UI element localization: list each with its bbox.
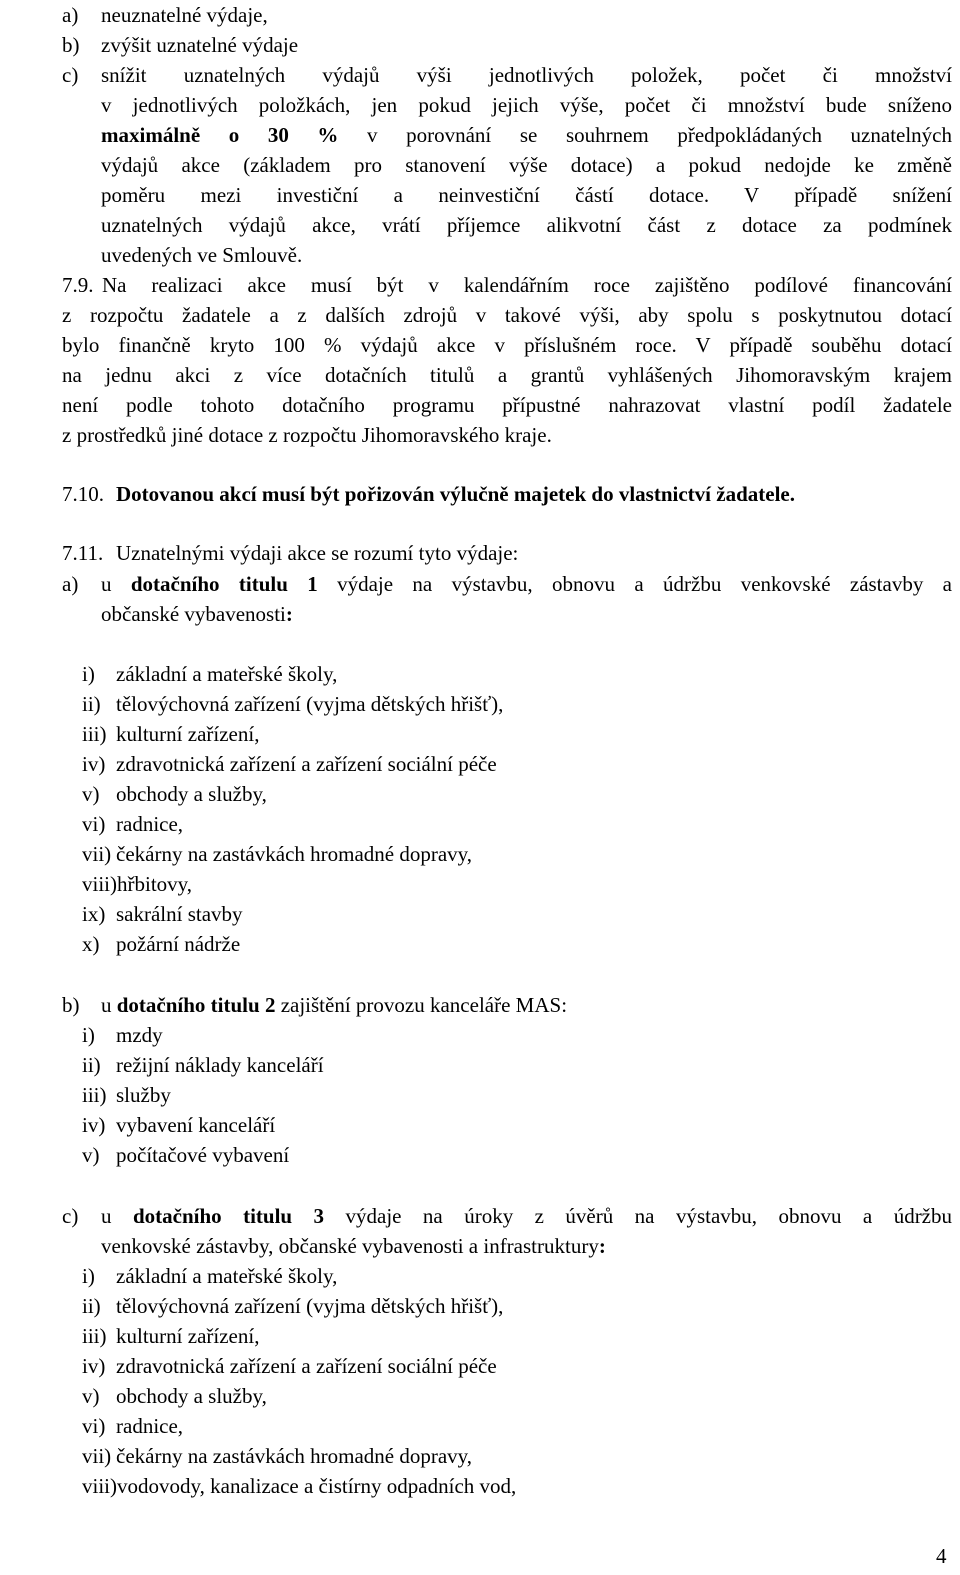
list-item-text: hřbitovy, [117,872,193,896]
list-marker: i) [82,662,95,686]
prefix: u [101,572,131,596]
item-c-line-2: v jednotlivých položkách, jen pokud jejich výše, počet či množství bude sníženo [101,93,952,117]
list-item-text: zdravotnická zařízení a zařízení sociální péče [116,1354,497,1378]
list-marker: viii) [82,1474,117,1498]
section-7-9-number: 7.9. [62,273,94,297]
line-rest: výdaje na úroky z úvěrů na výstavbu, obnovu a údržbu [324,1204,953,1228]
sub-a-item [82,841,472,867]
section-7-10-text: Dotovanou akcí musí být pořizován výlučně majetek do vlastnictví žadatele. [116,482,795,506]
list-item-text: základní a mateřské školy, [116,662,338,686]
list-marker: vi) [82,1414,106,1438]
item-c-line-4: výdajů akce (základem pro stanovení výše dotace) a pokud nedojde ke změně [101,153,952,177]
list-marker: iv) [82,1113,106,1137]
sub-c-item [82,1323,259,1349]
list-item-text: služby [116,1083,171,1107]
sub-a-item [82,691,503,717]
list-marker: ii) [82,1294,101,1318]
list-item-text: režijní náklady kanceláří [116,1053,324,1077]
section-7-9-line-2: z rozpočtu žadatele a z dalších zdrojů v takové výši, aby spolu s poskytnutou dotací [62,303,952,327]
item-c-marker: c) [62,63,79,87]
sub-a-item [82,811,183,837]
list-item-text: sakrální stavby [116,902,243,926]
sub-c-item [82,1413,183,1439]
sub-a-item [82,781,267,807]
sub-a-item [82,751,497,777]
sub-b-marker: b) [62,993,80,1017]
section-7-10-number: 7.10. [62,482,104,506]
list-item-text: tělovýchovná zařízení (vyjma dětských hřišť), [116,692,504,716]
list-item-text: radnice, [116,812,184,836]
sub-a-item [82,931,240,957]
sub-b-item [82,1022,163,1048]
sub-c-line-1 [101,1203,952,1229]
item-b-text: zvýšit uznatelné výdaje [101,33,299,57]
list-item-text: základní a mateřské školy, [116,1264,338,1288]
list-item-text: požární nádrže [116,932,241,956]
list-item-text: kulturní zařízení, [116,722,260,746]
sub-b-item [82,1082,171,1108]
list-marker: i) [82,1264,95,1288]
line-rest: výdaje na výstavbu, obnovu a údržbu venkovské zástavby a [317,572,953,596]
section-7-9-line-5: není podle tohoto dotačního programu přípustné nahrazovat vlastní podíl žadatele [62,393,952,417]
sub-a-item [82,721,259,747]
sub-a-item [82,871,192,897]
bold-phrase: maximálně o 30 % [101,123,339,147]
colon: : [285,602,293,626]
sub-c-item [82,1293,503,1319]
list-marker: x) [82,932,100,956]
list-marker: vii) [82,1444,112,1468]
line-rest: zajištění provozu kanceláře MAS: [275,993,568,1017]
list-item-text: obchody a služby, [116,1384,267,1408]
line-text: občanské vybavenosti [101,602,286,626]
colon: : [598,1234,606,1258]
item-c-line-3 [101,122,952,148]
item-c-line-7: uvedených ve Smlouvě. [101,243,303,267]
sub-c-item [82,1263,337,1289]
list-marker: iv) [82,752,106,776]
sub-c-item [82,1443,472,1469]
section-7-9-line-4: na jednu akci z více dotačních titulů a grantů vyhlášených Jihomoravským krajem [62,363,952,387]
list-item-text: kulturní zařízení, [116,1324,260,1348]
prefix: u [101,993,117,1017]
sub-c-item [82,1353,497,1379]
item-c-line-5: poměru mezi investiční a neinvestiční částí dotace. V případě snížení [101,183,952,207]
list-marker: iii) [82,1083,107,1107]
list-marker: iii) [82,722,107,746]
section-7-9-line-6: z prostředků jiné dotace z rozpočtu Jihomoravského kraje. [62,423,552,447]
item-a-marker: a) [62,3,79,27]
item-a-text: neuznatelné výdaje, [101,3,268,27]
list-marker: ii) [82,1053,101,1077]
list-item-text: obchody a služby, [116,782,267,806]
section-7-11-number: 7.11. [62,541,104,565]
sub-b-item [82,1052,324,1078]
title-bold: dotačního titulu 3 [132,1204,325,1228]
sub-a-line-2 [101,601,293,627]
title-bold: dotačního titulu 2 [116,993,276,1017]
list-marker: iii) [82,1324,107,1348]
line-text: venkovské zástavby, občanské vybavenosti a infrastruktury [101,1234,599,1258]
list-marker: ii) [82,692,101,716]
sub-a-line-1 [101,571,952,597]
item-b-marker: b) [62,33,80,57]
sub-c-item [82,1473,516,1499]
list-item-text: tělovýchovná zařízení (vyjma dětských hřišť), [116,1294,504,1318]
list-item-text: čekárny na zastávkách hromadné dopravy, [116,1444,473,1468]
list-item-text: vybavení kanceláří [116,1113,276,1137]
list-marker: viii) [82,872,117,896]
title-bold: dotačního titulu 1 [130,572,318,596]
section-7-11-text: Uznatelnými výdaji akce se rozumí tyto výdaje: [116,541,519,565]
line-rest: v porovnání se souhrnem předpokládaných uznatelných [338,123,953,147]
sub-b-item [82,1142,289,1168]
list-marker: v) [82,782,100,806]
section-7-9-line-1 [62,272,952,298]
list-marker: i) [82,1023,95,1047]
list-marker: vii) [82,842,112,866]
sub-c-marker: c) [62,1204,79,1228]
sub-a-item [82,901,243,927]
sub-a-item [82,661,337,687]
sub-b-item [82,1112,275,1138]
list-marker: v) [82,1143,100,1167]
prefix: u [101,1204,133,1228]
list-item-text: zdravotnická zařízení a zařízení sociální péče [116,752,497,776]
item-c-line-6: uznatelných výdajů akce, vrátí příjemce alikvotní část z dotace za podmínek [101,213,952,237]
sub-c-line-2 [101,1233,606,1259]
page-number: 4 [936,1544,947,1568]
sub-c-item [82,1383,267,1409]
sub-a-marker: a) [62,572,79,596]
list-item-text: radnice, [116,1414,184,1438]
list-item-text: počítačové vybavení [116,1143,290,1167]
sub-b-line-1 [101,992,567,1018]
section-7-9-line-1-text: Na realizaci akce musí být v kalendářním roce zajištěno podílové financování [102,273,952,297]
list-item-text: vodovody, kanalizace a čistírny odpadních vod, [117,1474,517,1498]
list-item-text: čekárny na zastávkách hromadné dopravy, [116,842,473,866]
list-marker: v) [82,1384,100,1408]
section-7-9-line-3: bylo finančně kryto 100 % výdajů akce v příslušném roce. V případě souběhu dotací [62,333,952,357]
list-marker: vi) [82,812,106,836]
list-marker: ix) [82,902,106,926]
list-item-text: mzdy [116,1023,163,1047]
item-c-line-1: snížit uznatelných výdajů výši jednotlivých položek, počet či množství [101,63,952,87]
list-marker: iv) [82,1354,106,1378]
